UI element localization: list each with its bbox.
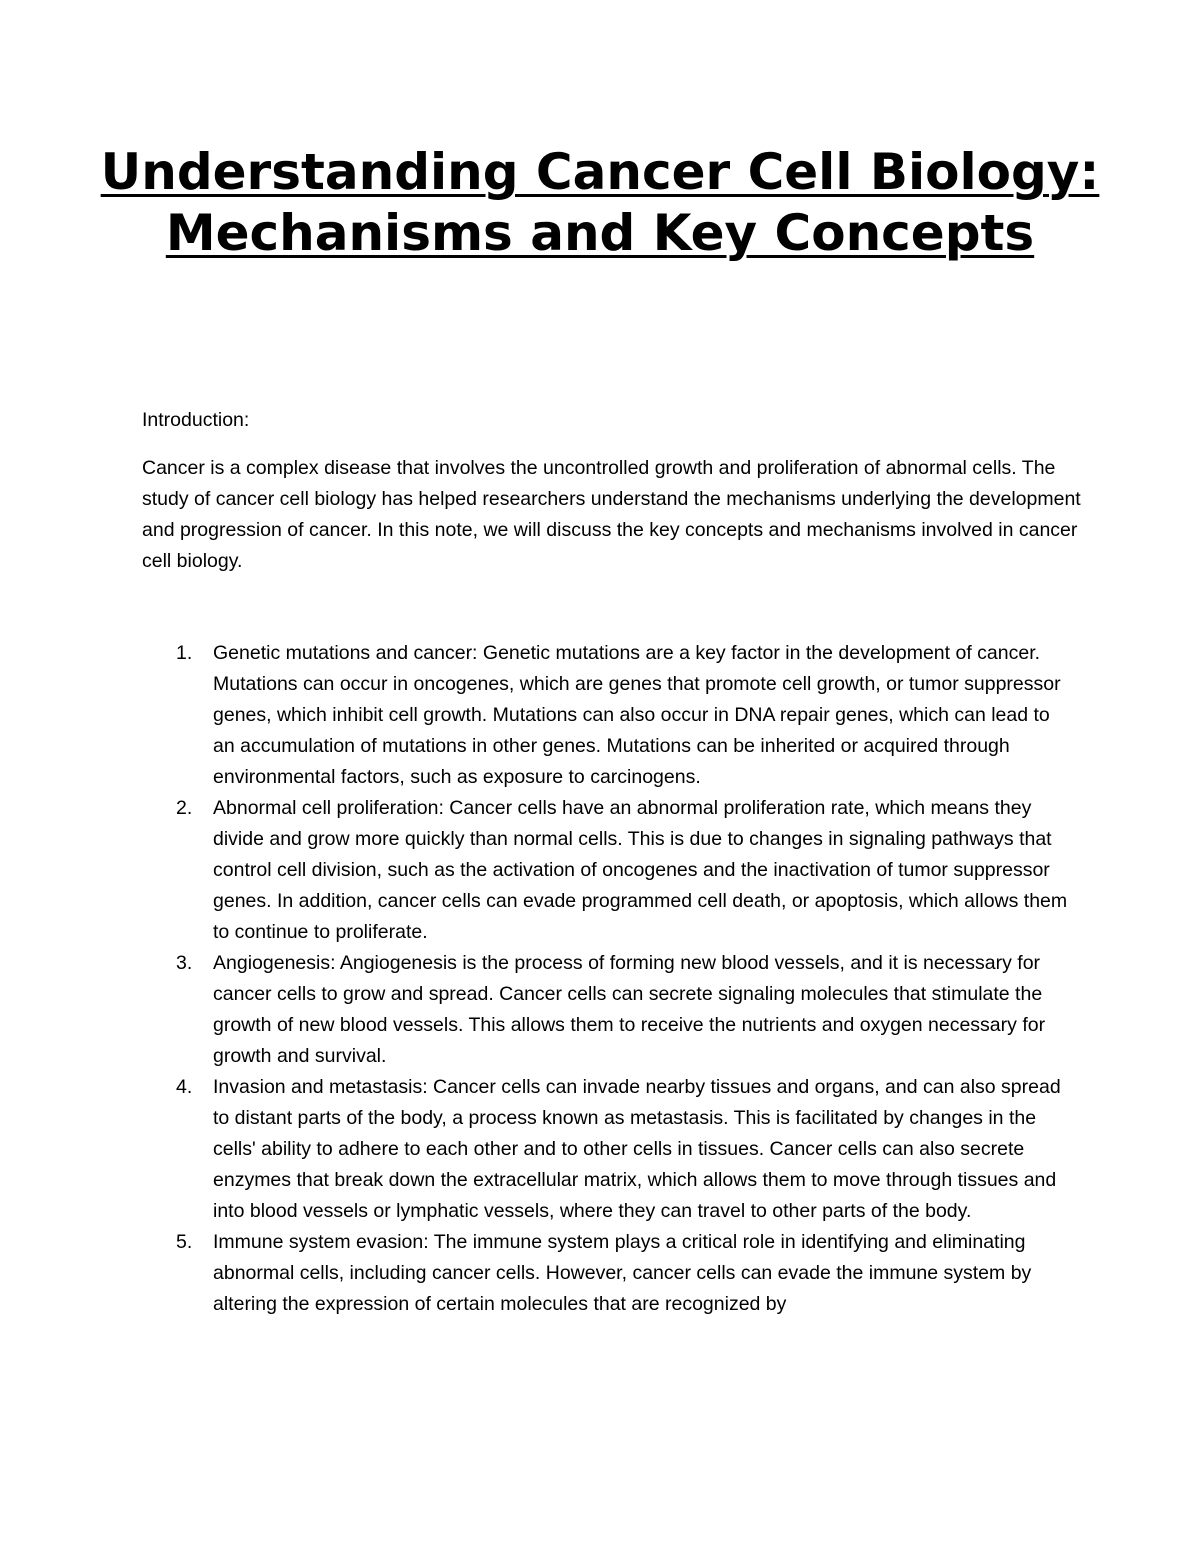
list-item-number: 1. (176, 642, 193, 664)
list-item (142, 948, 1072, 1072)
list-item-text: Angiogenesis: Angiogenesis is the process of forming new blood vessels, and it is necessary for cancer cells to grow and spread. Cancer cells can secrete signaling molecules that stimulate the growth of new blood vessels. This allows them to receive the nutrients and oxygen necessary for growth and survival. (213, 952, 1046, 1067)
list-item-number: 3. (176, 952, 193, 974)
list-item (142, 638, 1072, 793)
list-item (142, 1227, 1072, 1320)
list-item (142, 1072, 1072, 1227)
numbered-list (142, 638, 1072, 1320)
list-item-text: Genetic mutations and cancer: Genetic mutations are a key factor in the development of cancer. Mutations can occur in oncogenes, which are genes that promote cell growth, or tumor suppressor genes, which inhibit cell growth. Mutations can also occur in DNA repair genes, which can lead to an accumulation of mutations in other genes. Mutations can be inherited or acquired through environmental factors, such as exposure to carcinogens. (213, 642, 1061, 788)
list-item-number: 5. (176, 1231, 193, 1253)
list-item-number: 4. (176, 1076, 193, 1098)
list-item-text: Immune system evasion: The immune system plays a critical role in identifying and eliminating abnormal cells, including cancer cells. However, cancer cells can evade the immune system by altering the expression of certain molecules that are recognized by (213, 1231, 1032, 1315)
document-title: Understanding Cancer Cell Biology: Mechanisms and Key Concepts (100, 143, 1100, 262)
list-item-text: Invasion and metastasis: Cancer cells can invade nearby tissues and organs, and can also spread to distant parts of the body, a process known as metastasis. This is facilitated by changes in the cells' ability to adhere to each other and to other cells in tissues. Cancer cells can also secrete enzymes that break down the extracellular matrix, which allows them to move through tissues and into blood vessels or lymphatic vessels, where they can travel to other parts of the body. (213, 1076, 1061, 1222)
intro-heading: Introduction: (142, 409, 250, 431)
intro-paragraph: Cancer is a complex disease that involves the uncontrolled growth and proliferation of abnormal cells. The study of cancer cell biology has helped researchers understand the mechanisms underlying the development and progression of cancer. In this note, we will discuss the key concepts and mechanisms involved in cancer cell biology. (142, 457, 1081, 572)
list-item-number: 2. (176, 797, 193, 819)
list-item-text: Abnormal cell proliferation: Cancer cells have an abnormal proliferation rate, which means they divide and grow more quickly than normal cells. This is due to changes in signaling pathways that control cell division, such as the activation of oncogenes and the inactivation of tumor suppressor genes. In addition, cancer cells can evade programmed cell death, or apoptosis, which allows them to continue to proliferate. (213, 797, 1068, 943)
list-item (142, 793, 1072, 948)
